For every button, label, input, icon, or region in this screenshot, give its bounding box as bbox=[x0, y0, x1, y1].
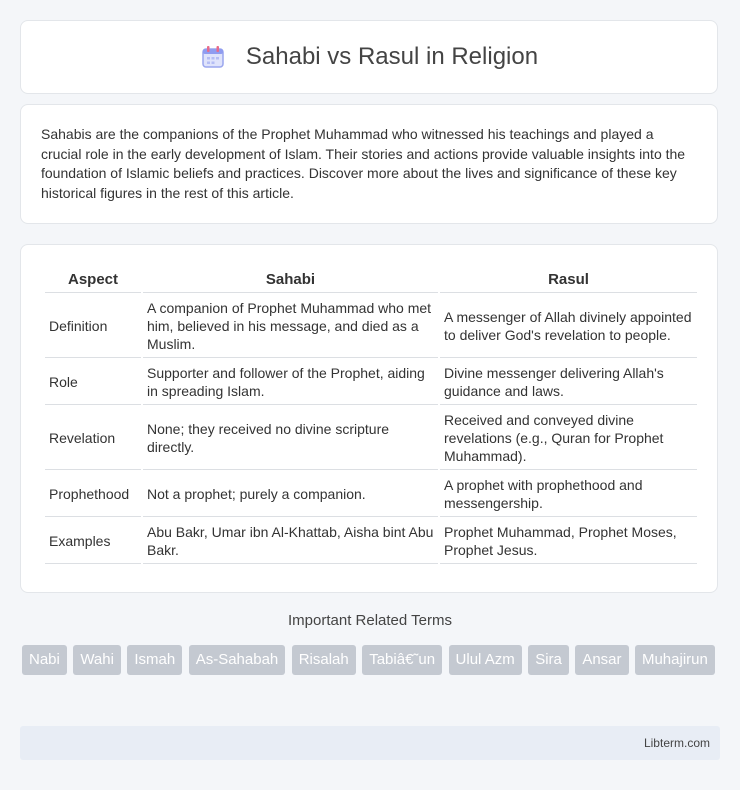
header-rasul: Rasul bbox=[440, 267, 697, 293]
row-aspect: Definition bbox=[45, 295, 141, 358]
intro-text: Sahabis are the companions of the Prophet Muhammad who witnessed his teachings and played a crucial role in the early development of Islam. Their stories and actions provide valuable insights into the foundation of Islamic beliefs and practices. Discover more about the lives and significance of these key historical figures in the rest of this article. bbox=[41, 126, 686, 201]
tag-tabiun[interactable]: Tabiâ€˜un bbox=[362, 645, 442, 675]
row-sahabi: None; they received no divine scripture directly. bbox=[143, 407, 438, 470]
header-aspect: Aspect bbox=[45, 267, 141, 293]
tag-ansar[interactable]: Ansar bbox=[575, 645, 628, 675]
row-sahabi: A companion of Prophet Muhammad who met him, believed in his message, and died as a Muslim. bbox=[143, 295, 438, 358]
tag-risalah[interactable]: Risalah bbox=[292, 645, 356, 675]
row-rasul: Prophet Muhammad, Prophet Moses, Prophet Jesus. bbox=[440, 519, 697, 564]
table-row bbox=[45, 360, 697, 405]
tag-nabi[interactable]: Nabi bbox=[22, 645, 67, 675]
row-rasul: Received and conveyed divine revelations (e.g., Quran for Prophet Muhammad). bbox=[440, 407, 697, 470]
footer-site-link[interactable]: Libterm.com bbox=[643, 736, 710, 750]
row-aspect: Examples bbox=[45, 519, 141, 564]
related-terms-tags bbox=[22, 645, 722, 680]
row-sahabi: Abu Bakr, Umar ibn Al-Khattab, Aisha bint Abu Bakr. bbox=[143, 519, 438, 564]
table-row bbox=[45, 519, 697, 564]
tag-ismah[interactable]: Ismah bbox=[127, 645, 182, 675]
footer bbox=[20, 726, 720, 760]
related-terms-title: Important Related Terms bbox=[288, 612, 452, 629]
comparison-table-card bbox=[20, 244, 718, 593]
table-row bbox=[45, 295, 697, 358]
title-card bbox=[20, 20, 718, 94]
table-row bbox=[45, 472, 697, 517]
calendar-icon bbox=[200, 44, 226, 70]
tag-ulul-azm[interactable]: Ulul Azm bbox=[449, 645, 522, 675]
row-rasul: Divine messenger delivering Allah's guidance and laws. bbox=[440, 360, 697, 405]
header-sahabi: Sahabi bbox=[143, 267, 438, 293]
row-aspect: Role bbox=[45, 360, 141, 405]
table-row bbox=[45, 407, 697, 470]
row-sahabi: Not a prophet; purely a companion. bbox=[143, 472, 438, 517]
page-title: Sahabi vs Rasul in Religion bbox=[245, 43, 539, 70]
row-rasul: A messenger of Allah divinely appointed to deliver God's revelation to people. bbox=[440, 295, 697, 358]
comparison-table bbox=[43, 265, 699, 566]
tag-sira[interactable]: Sira bbox=[528, 645, 569, 675]
intro-card bbox=[20, 104, 718, 224]
row-aspect: Revelation bbox=[45, 407, 141, 470]
row-aspect: Prophethood bbox=[45, 472, 141, 517]
tag-as-sahabah[interactable]: As-Sahabah bbox=[189, 645, 286, 675]
table-header-row bbox=[45, 267, 697, 293]
tag-wahi[interactable]: Wahi bbox=[73, 645, 121, 675]
row-rasul: A prophet with prophethood and messengership. bbox=[440, 472, 697, 517]
tag-muhajirun[interactable]: Muhajirun bbox=[635, 645, 715, 675]
row-sahabi: Supporter and follower of the Prophet, aiding in spreading Islam. bbox=[143, 360, 438, 405]
